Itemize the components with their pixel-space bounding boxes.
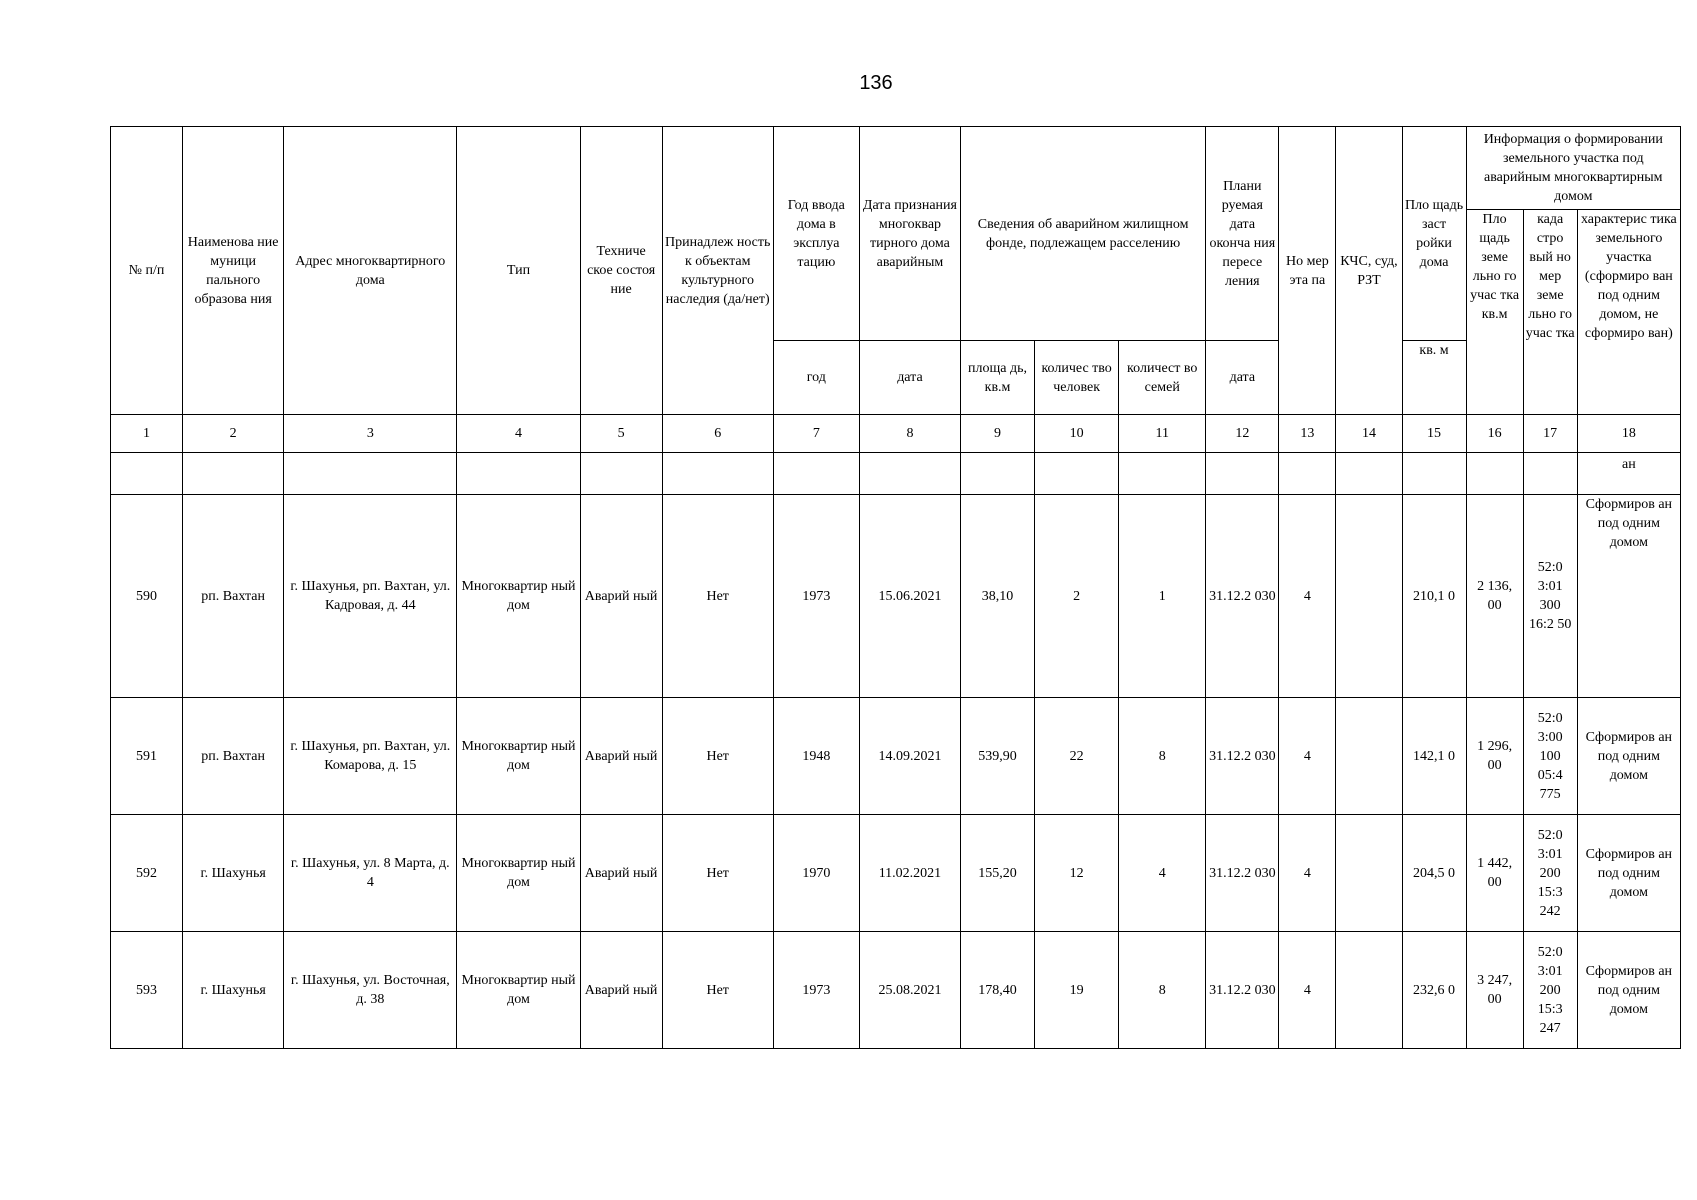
header-kchs: КЧС, суд, РЗТ (1336, 127, 1402, 415)
unit-build-area: кв. м (1402, 341, 1466, 415)
type-cell: Многоквартир ный дом (457, 698, 580, 815)
planned-date-cell: 31.12.2 030 (1206, 932, 1279, 1049)
emergency-housing-table (110, 126, 1681, 1049)
families-cell: 8 (1119, 932, 1206, 1049)
empty-cell (662, 453, 773, 495)
year-cell: 1973 (773, 932, 859, 1049)
cadastral-cell: 52:0 3:01 200 15:3 242 (1523, 815, 1577, 932)
families-cell: 1 (1119, 495, 1206, 698)
column-number: 6 (662, 415, 773, 453)
empty-cell (1119, 453, 1206, 495)
column-number: 2 (183, 415, 284, 453)
column-number: 15 (1402, 415, 1466, 453)
unit-year: год (773, 341, 859, 415)
build-area-cell: 204,5 0 (1402, 815, 1466, 932)
header-land-char: характерис тика земельного участка (сформиро ван под одним домом, не сформиро ван) (1577, 210, 1680, 415)
unit-families: количест во семей (1119, 341, 1206, 415)
year-cell: 1973 (773, 495, 859, 698)
column-number: 17 (1523, 415, 1577, 453)
people-cell: 2 (1035, 495, 1119, 698)
header-heritage: Принадлеж ность к объектам культурного наследия (да/нет) (662, 127, 773, 415)
header-planned-date: Плани руемая дата оконча ния пересе ления (1206, 127, 1279, 341)
header-year-built: Год ввода дома в эксплуа тацию (773, 127, 859, 341)
header-row-1 (111, 127, 1681, 210)
stage-cell: 4 (1279, 932, 1336, 1049)
header-type: Тип (457, 127, 580, 415)
empty-cell (183, 453, 284, 495)
stage-cell: 4 (1279, 495, 1336, 698)
column-number: 10 (1035, 415, 1119, 453)
empty-cell (773, 453, 859, 495)
table-row (111, 815, 1681, 932)
empty-cell (1206, 453, 1279, 495)
header-build-area: Пло щадь заст ройки дома (1402, 127, 1466, 341)
land-char-cell: Сформиров ан под одним домом (1577, 932, 1680, 1049)
families-cell: 8 (1119, 698, 1206, 815)
column-number: 14 (1336, 415, 1402, 453)
address-cell: г. Шахунья, ул. 8 Марта, д. 4 (284, 815, 457, 932)
municipality-cell: рп. Вахтан (183, 495, 284, 698)
land-area-cell: 1 442, 00 (1466, 815, 1523, 932)
carry-over-text: ан (1577, 453, 1680, 495)
area-cell: 155,20 (961, 815, 1035, 932)
header-land-area: Пло щадь земе льно го учас тка кв.м (1466, 210, 1523, 415)
header-municipality: Наименова ние муници пального образова ния (183, 127, 284, 415)
table-row (111, 698, 1681, 815)
state-cell: Аварий ный (580, 815, 662, 932)
land-char-cell: Сформиров ан под одним домом (1577, 495, 1680, 698)
date-cell: 11.02.2021 (859, 815, 960, 932)
header-stage-no: Но мер эта па (1279, 127, 1336, 415)
kchs-cell (1336, 698, 1402, 815)
land-char-cell: Сформиров ан под одним домом (1577, 815, 1680, 932)
date-cell: 15.06.2021 (859, 495, 960, 698)
planned-date-cell: 31.12.2 030 (1206, 698, 1279, 815)
empty-cell (1466, 453, 1523, 495)
type-cell: Многоквартир ный дом (457, 932, 580, 1049)
row-no: 592 (111, 815, 183, 932)
header-tech-state: Техниче ское состоя ние (580, 127, 662, 415)
area-cell: 178,40 (961, 932, 1035, 1049)
empty-cell (1279, 453, 1336, 495)
column-number: 11 (1119, 415, 1206, 453)
people-cell: 19 (1035, 932, 1119, 1049)
families-cell: 4 (1119, 815, 1206, 932)
carry-over-row (111, 453, 1681, 495)
land-area-cell: 1 296, 00 (1466, 698, 1523, 815)
row-no: 591 (111, 698, 183, 815)
header-emergency-fund: Сведения об аварийном жилищном фонде, подлежащем расселению (961, 127, 1206, 341)
unit-date: дата (859, 341, 960, 415)
empty-cell (457, 453, 580, 495)
area-cell: 38,10 (961, 495, 1035, 698)
row-no: 590 (111, 495, 183, 698)
cadastral-cell: 52:0 3:01 300 16:2 50 (1523, 495, 1577, 698)
kchs-cell (1336, 932, 1402, 1049)
address-cell: г. Шахунья, ул. Восточная, д. 38 (284, 932, 457, 1049)
column-number: 4 (457, 415, 580, 453)
column-number: 3 (284, 415, 457, 453)
column-number: 5 (580, 415, 662, 453)
header-no: № п/п (111, 127, 183, 415)
type-cell: Многоквартир ный дом (457, 495, 580, 698)
column-number: 13 (1279, 415, 1336, 453)
empty-cell (1336, 453, 1402, 495)
empty-cell (284, 453, 457, 495)
address-cell: г. Шахунья, рп. Вахтан, ул. Кадровая, д. 44 (284, 495, 457, 698)
header-address: Адрес многоквартирного дома (284, 127, 457, 415)
heritage-cell: Нет (662, 698, 773, 815)
column-number: 12 (1206, 415, 1279, 453)
build-area-cell: 232,6 0 (1402, 932, 1466, 1049)
heritage-cell: Нет (662, 495, 773, 698)
year-cell: 1970 (773, 815, 859, 932)
empty-cell (1523, 453, 1577, 495)
state-cell: Аварий ный (580, 698, 662, 815)
unit-area: площа дь, кв.м (961, 341, 1035, 415)
land-area-cell: 2 136, 00 (1466, 495, 1523, 698)
address-cell: г. Шахунья, рп. Вахтан, ул. Комарова, д. 15 (284, 698, 457, 815)
table-row (111, 495, 1681, 698)
row-no: 593 (111, 932, 183, 1049)
cadastral-cell: 52:0 3:01 200 15:3 247 (1523, 932, 1577, 1049)
column-number: 1 (111, 415, 183, 453)
stage-cell: 4 (1279, 815, 1336, 932)
column-number: 8 (859, 415, 960, 453)
unit-planned: дата (1206, 341, 1279, 415)
state-cell: Аварий ный (580, 495, 662, 698)
land-area-cell: 3 247, 00 (1466, 932, 1523, 1049)
table-row (111, 932, 1681, 1049)
date-cell: 25.08.2021 (859, 932, 960, 1049)
state-cell: Аварий ный (580, 932, 662, 1049)
empty-cell (1402, 453, 1466, 495)
empty-cell (961, 453, 1035, 495)
unit-people: количес тво человек (1035, 341, 1119, 415)
heritage-cell: Нет (662, 932, 773, 1049)
people-cell: 12 (1035, 815, 1119, 932)
area-cell: 539,90 (961, 698, 1035, 815)
empty-cell (1035, 453, 1119, 495)
planned-date-cell: 31.12.2 030 (1206, 815, 1279, 932)
people-cell: 22 (1035, 698, 1119, 815)
column-number-row (111, 415, 1681, 453)
date-cell: 14.09.2021 (859, 698, 960, 815)
header-recognition-date: Дата признания многоквар тирного дома аварийным (859, 127, 960, 341)
municipality-cell: г. Шахунья (183, 932, 284, 1049)
header-land-info: Информация о формировании земельного участка под аварийным многоквартирным домом (1466, 127, 1680, 210)
column-number: 16 (1466, 415, 1523, 453)
column-number: 18 (1577, 415, 1680, 453)
column-number: 9 (961, 415, 1035, 453)
planned-date-cell: 31.12.2 030 (1206, 495, 1279, 698)
empty-cell (859, 453, 960, 495)
year-cell: 1948 (773, 698, 859, 815)
kchs-cell (1336, 815, 1402, 932)
page-number: 136 (859, 72, 893, 94)
municipality-cell: г. Шахунья (183, 815, 284, 932)
municipality-cell: рп. Вахтан (183, 698, 284, 815)
kchs-cell (1336, 495, 1402, 698)
heritage-cell: Нет (662, 815, 773, 932)
land-char-cell: Сформиров ан под одним домом (1577, 698, 1680, 815)
type-cell: Многоквартир ный дом (457, 815, 580, 932)
empty-cell (111, 453, 183, 495)
column-number: 7 (773, 415, 859, 453)
stage-cell: 4 (1279, 698, 1336, 815)
empty-cell (580, 453, 662, 495)
build-area-cell: 142,1 0 (1402, 698, 1466, 815)
header-cadastral: када стро вый но мер земе льно го учас тка (1523, 210, 1577, 415)
build-area-cell: 210,1 0 (1402, 495, 1466, 698)
cadastral-cell: 52:0 3:00 100 05:4 775 (1523, 698, 1577, 815)
